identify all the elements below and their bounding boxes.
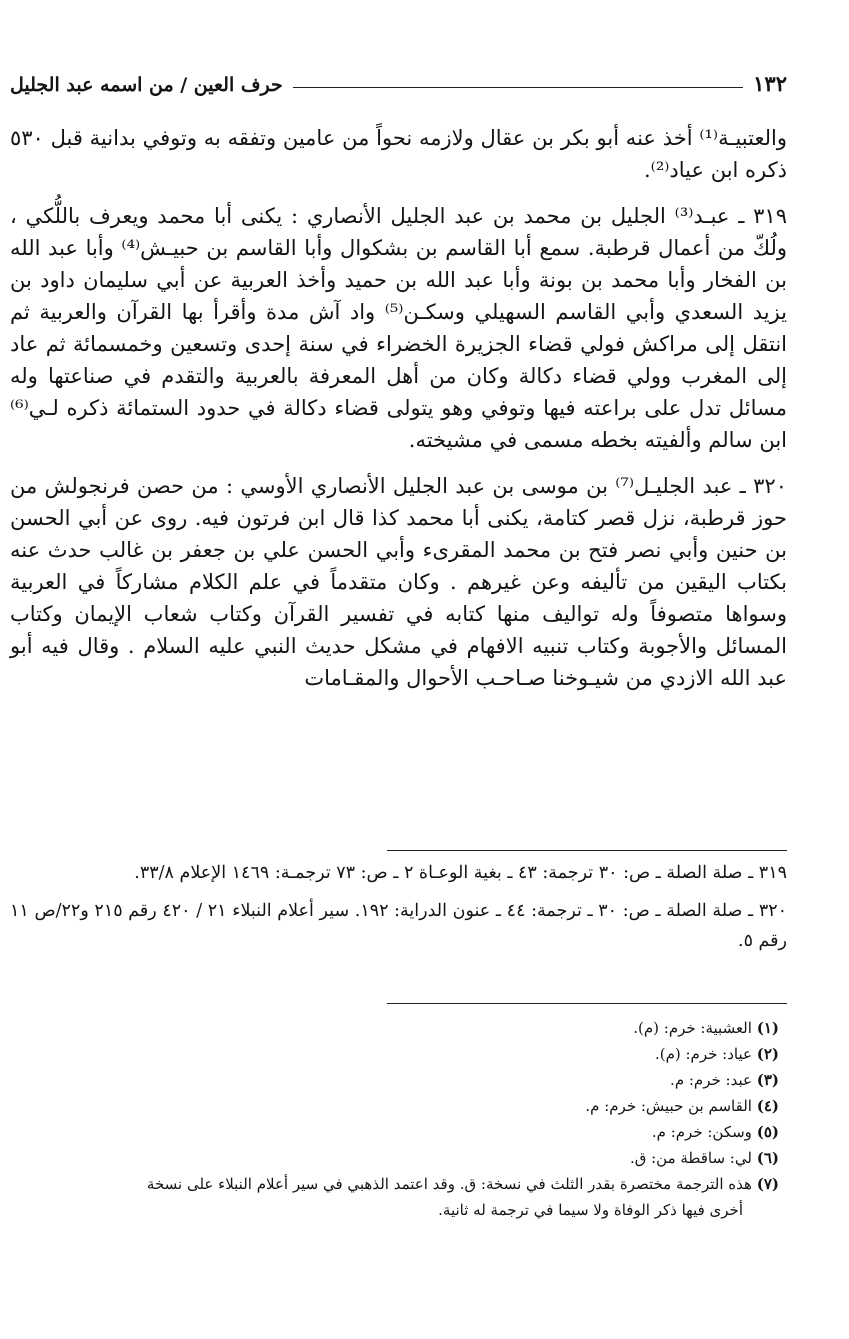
entry-320: ٣٢٠ ـ عبد الجليـل⁽⁷⁾ بن موسى بن عبد الجليل الأنصاري الأوسي : من حصن فرنجولش من حوز قرطبة، نزل قصر كتامة، يكنى أبا محمد كذا قال ابن فرتون فيه. روى عن أبي الحسن بن حنين وأبي نصر فتح بن محمد المقرىء وأبي الحسن علي بن جعفر بن غالب حدث عنه بكتاب اليقين من تأليفه وعن غيرهم . وكان متقدماً في علم الكلام مشاركاً في العربية وسواها متصوفاً وله تواليف منها كتابه في تفسير القرآن وكتاب شعاب الإيمان وكتاب المسائل والأجوبة وكتاب تنبيه الافهام في مشكل حديث النبي عليه السلام . وقال فيه أبو عبد الله الازدي من شيـوخنا صـاحـب الأحوال والمقـامات — [10, 474, 787, 690]
header-rule — [293, 87, 743, 88]
footnote-continuation: أخرى فيها ذكر الوفاة ولا سيما في ترجمة له ثانية. — [438, 1201, 743, 1219]
running-title: حرف العين / من اسمه عبد الجليل — [10, 74, 283, 96]
page-header — [10, 62, 787, 96]
main-text — [10, 122, 787, 694]
source-ref-320: ٣٢٠ ـ صلة الصلة ـ ص: ٣٠ ـ ترجمة: ٤٤ ـ عنون الدراية: ١٩٢. سير أعلام النبلاء ٢١ / ٤٢٠ رقم ٢١٥ و٢٢/ص ١١ رقم ٥. — [10, 901, 788, 951]
footnote: (٥) وسكن: خرم: م. — [651, 1123, 779, 1141]
footnote: (١) العشبية: خرم: (م). — [633, 1019, 779, 1037]
footnote: (٣) عبد: خرم: م. — [670, 1071, 779, 1089]
footnote: (٤) القاسم بن حبيش: خرم: م. — [585, 1097, 779, 1115]
page-number: ١٣٢ — [753, 71, 787, 96]
references-divider — [387, 850, 787, 851]
footnote: (٦) لي: ساقطة من: ق. — [629, 1149, 779, 1167]
paragraph-continued: والعتبيـة⁽¹⁾ أخذ عنه أبو بكر بن عقال ولازمه نحواً من عامين وتفقه به وتوفي بدانية قبل ٥٣٠ ذكره ابن عياد⁽²⁾. — [10, 126, 787, 182]
sources-section — [10, 858, 787, 964]
entry-319: ٣١٩ ـ عبـد⁽³⁾ الجليل بن محمد بن عبد الجليل الأنصاري : يكنى أبا محمد ويعرف باللُّكي ، ولُكّ من أعمال قرطبة. سمع أبا القاسم بن بشكوال وأبا القاسم بن حبيـش⁽⁴⁾ وأبا عبد الله بن الفخار وأبا محمد بن بونة وأبا عبد الله بن حميد وأخذ العربية عن أبي سليمان داود بن يزيد السعدي وأبي القاسم السهيلي وسكـن⁽⁵⁾ واد آش مدة وأقرأ بها القرآن والعربية ثم انتقل إلى مراكش فولي قضاء الجزيرة الخضراء في سنة إحدى وتسعين وخمسمائة ثم عاد إلى المغرب وولي قضاء دكالة وكان من أهل المعرفة بالعربية والتقدم في صناعتها وله مسائل تدل على براعته فيها وتوفي وهو يتولى قضاء دكالة في حدود الستمائة ذكره لـي⁽⁶⁾ ابن سالم وألفيته بخطه مسمى في مشيخته. — [10, 204, 787, 452]
footnotes-divider — [387, 1003, 787, 1004]
source-ref-319: ٣١٩ ـ صلة الصلة ـ ص: ٣٠ ترجمة: ٤٣ ـ بغية الوعـاة ٢ ـ ص: ٧٣ ترجمـة: ١٤٦٩ الإعلام ٣٣/٨. — [134, 863, 787, 883]
footnote: (٢) عياد: خرم: (م). — [654, 1045, 779, 1063]
footnotes-section — [10, 1015, 779, 1223]
footnote: (٧) هذه الترجمة مختصرة بقدر الثلث في نسخة: ق. وقد اعتمد الذهبي في سير أعلام النبلاء على نسخة — [146, 1175, 779, 1193]
